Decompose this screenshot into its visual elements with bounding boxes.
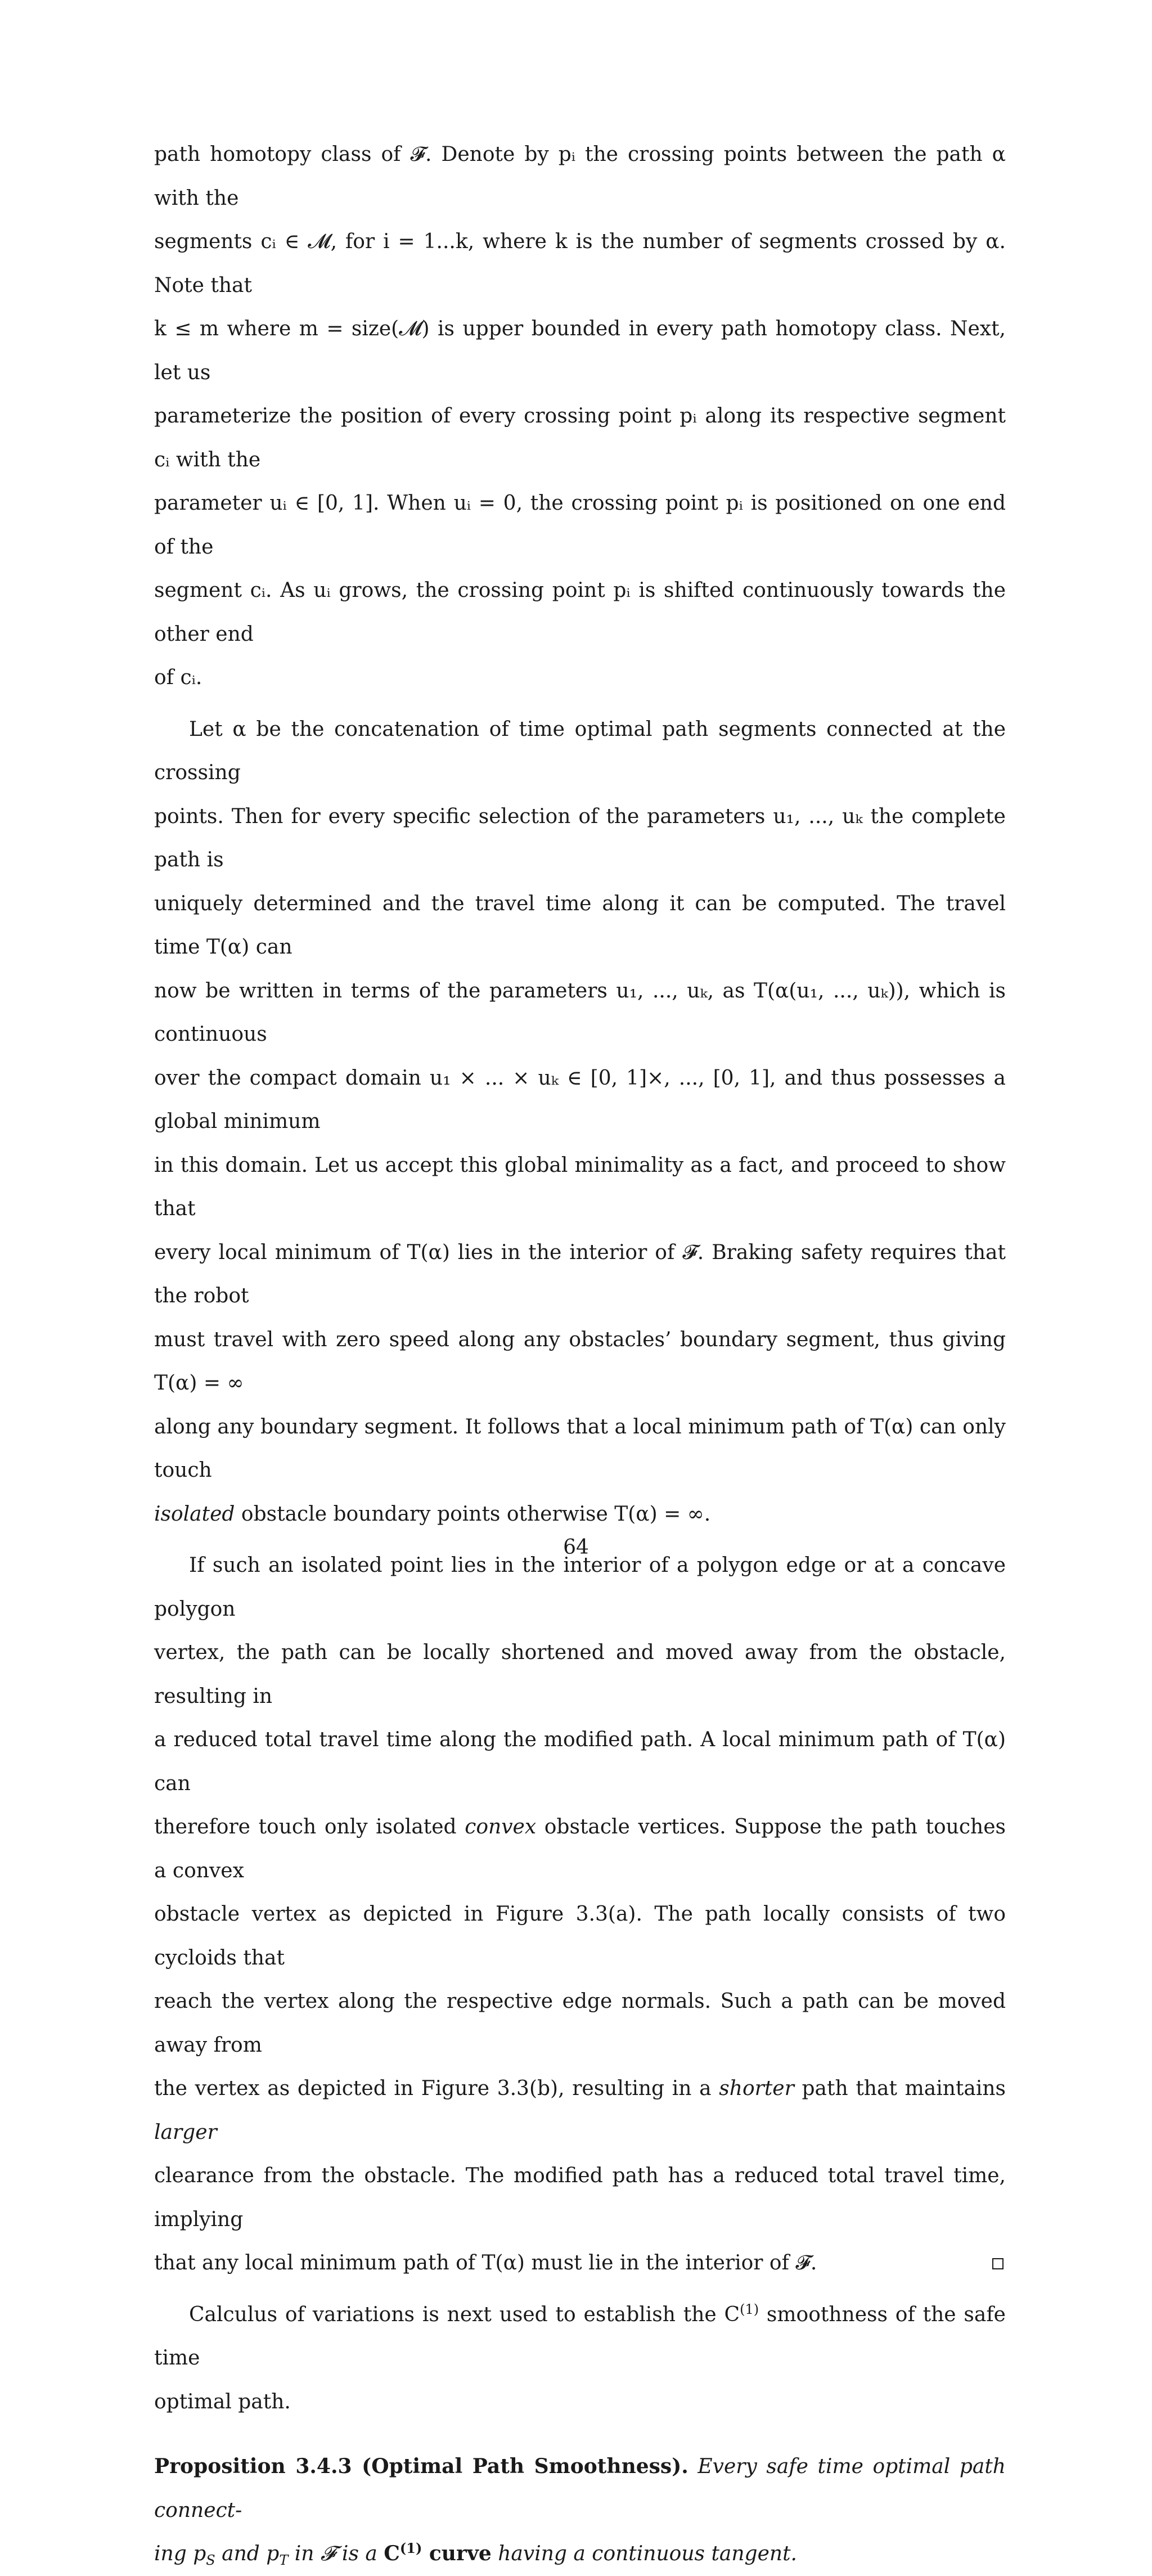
text-span: having a continuous tangent. (491, 2542, 797, 2565)
text-line: vertex, the path can be locally shortened and moved away from the obstacle, resulting in (154, 1641, 1006, 1708)
superscript: (1) (740, 2301, 759, 2317)
text-line: segment cᵢ. As uᵢ grows, the crossing point pᵢ is shifted continuously towards the other end (154, 579, 1006, 646)
text-span: therefore touch only isolated (154, 1815, 465, 1838)
paragraph-isolated-point (154, 1544, 1006, 2285)
text-span: path that maintains (794, 2077, 1006, 2100)
emphasis-convex: convex (465, 1815, 537, 1838)
text-line: uniquely determined and the travel time along it can be computed. The travel time T(α) can (154, 892, 1006, 959)
text-span: obstacle boundary points otherwise T(α) = ∞. (235, 1502, 711, 1526)
text-span: that any local minimum path of T(α) must lie in the interior of 𝓕. (154, 2251, 817, 2274)
emphasis-larger: larger (154, 2120, 217, 2144)
paragraph-calculus (154, 2293, 1006, 2424)
page-number: 64 (563, 1536, 589, 1559)
text-span: obstacle vertices. Suppose the path touches a convex (154, 1815, 1006, 1882)
bold-c: C (384, 2542, 400, 2565)
text-line: clearance from the obstacle. The modified path has a reduced total travel time, implying (154, 2164, 1006, 2231)
proposition-text: Every safe time optimal path connect- (154, 2455, 1006, 2522)
text-line-with-qed (154, 2241, 1006, 2285)
paragraph-homotopy (154, 133, 1006, 700)
text-span: smoothness of the safe time (154, 2303, 1006, 2370)
paragraph-concatenation (154, 708, 1006, 1536)
text-line: reach the vertex along the respective edge normals. Such a path can be moved away from (154, 1990, 1006, 2057)
text-line: parameterize the position of every crossing point pᵢ along its respective segment cᵢ with the (154, 404, 1006, 471)
text-line: k ≤ m where m = size(𝓜) is upper bounded in every path homotopy class. Next, let us (154, 317, 1006, 384)
text-span: the vertex as depicted in Figure 3.3(b), resulting in a (154, 2077, 719, 2100)
subscript: T (279, 2552, 289, 2569)
page-body (154, 133, 1006, 2576)
qed-box-icon (992, 2258, 1004, 2269)
text-line: Let α be the concatenation of time optimal path segments connected at the crossing (154, 717, 1006, 784)
text-span: in 𝓕 is a (288, 2542, 384, 2565)
text-line (154, 2293, 1006, 2380)
text-line: If such an isolated point lies in the interior of a polygon edge or at a concave polygon (154, 1554, 1006, 1621)
text-line: obstacle vertex as depicted in Figure 3.3(a). The path locally consists of two cycloids that (154, 1903, 1006, 1970)
text-line: now be written in terms of the parameters u₁, ..., uₖ, as T(α(u₁, ..., uₖ)), which is continuous (154, 979, 1006, 1046)
text-line: optimal path. (154, 2390, 291, 2413)
text-line: of cᵢ. (154, 666, 202, 689)
emphasis-isolated: isolated (154, 1502, 235, 1526)
superscript: (1) (399, 2540, 422, 2556)
text-line (154, 2067, 1006, 2154)
text-span: Calculus of variations is next used to establish the C (189, 2303, 740, 2326)
text-line: must travel with zero speed along any obstacles’ boundary segment, thus giving T(α) = ∞ (154, 1328, 1006, 1395)
text-line: in this domain. Let us accept this global minimality as a fact, and proceed to show that (154, 1153, 1006, 1220)
proposition-heading: Proposition 3.4.3 (Optimal Path Smoothness). (154, 2454, 688, 2478)
subscript: S (206, 2552, 215, 2569)
text-line: along any boundary segment. It follows that a local minimum path of T(α) can only touch (154, 1415, 1006, 1482)
emphasis-shorter: shorter (719, 2077, 794, 2100)
text-span: ing p (154, 2542, 206, 2565)
text-line: parameter uᵢ ∈ [0, 1]. When uᵢ = 0, the crossing point pᵢ is positioned on one end of the (154, 492, 1006, 559)
text-line (154, 1805, 1006, 1892)
bold-curve: curve (422, 2542, 492, 2565)
text-line (154, 2445, 1006, 2532)
proposition-block (154, 2445, 1006, 2576)
text-line: a reduced total travel time along the modified path. A local minimum path of T(α) can (154, 1728, 1006, 1795)
text-line: every local minimum of T(α) lies in the interior of 𝓕. Braking safety requires that the robot (154, 1240, 1006, 1307)
text-line: over the compact domain u₁ × ... × uₖ ∈ [0, 1]×, ..., [0, 1], and thus possesses a global minimum (154, 1066, 1006, 1133)
text-line (154, 2532, 1006, 2576)
text-line: segments cᵢ ∈ 𝓜, for i = 1...k, where k is the number of segments crossed by α. Note that (154, 230, 1006, 297)
text-line (154, 1492, 1006, 1536)
text-line: points. Then for every specific selection of the parameters u₁, ..., uₖ the complete path is (154, 804, 1006, 871)
text-span: and p (215, 2542, 280, 2565)
text-line: path homotopy class of 𝓕. Denote by pᵢ the crossing points between the path α with the (154, 143, 1006, 210)
